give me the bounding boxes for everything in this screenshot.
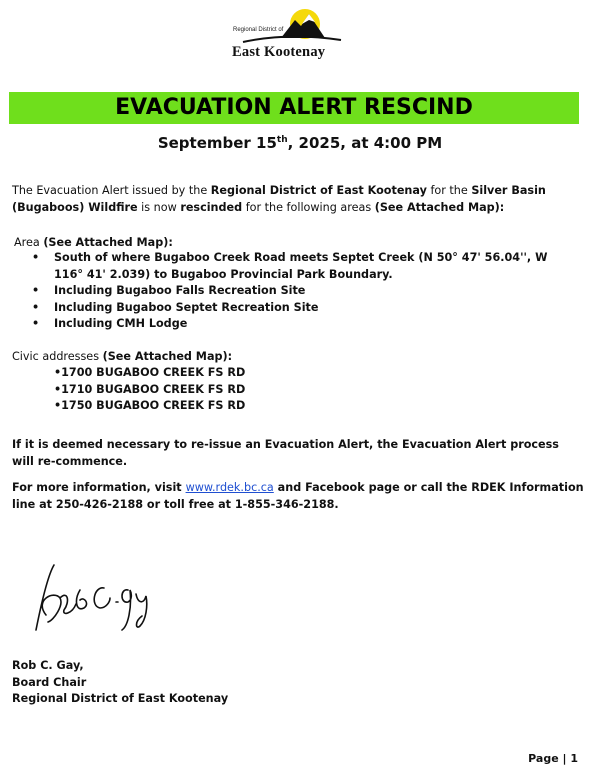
list-item: •1750 BUGABOO CREEK FS RD: [54, 399, 246, 412]
list-item: • Including CMH Lodge: [32, 317, 188, 330]
area-heading: Area (See Attached Map):: [14, 236, 173, 249]
list-item: • South of where Bugaboo Creek Road meets Septet Creek (N 50° 47' 56.04'', W 116° 41' 2.039) to Bugaboo Provincial Park Boundary.: [32, 251, 548, 281]
signer-block: [12, 658, 228, 708]
signer-title: Board Chair: [12, 675, 87, 689]
intro-paragraph: The Evacuation Alert issued by the Regional District of East Kootenay for the Silver Basin (Bugaboos) Wildfire is now rescinded for the following areas (See Attached Map):: [12, 184, 546, 214]
info-paragraph: For more information, visit www.rdek.bc.ca and Facebook page or call the RDEK Information line at 250-426-2188 or toll free at 1-855-346-2188.: [12, 481, 584, 511]
rdek-logo: [229, 4, 349, 62]
date-line: September 15th, 2025, at 4:00 PM: [157, 134, 443, 152]
reissue-paragraph: If it is deemed necessary to re-issue an Evacuation Alert, the Evacuation Alert process will re-commence.: [12, 438, 559, 468]
rdek-website-link[interactable]: www.rdek.bc.ca: [185, 481, 274, 494]
logo-small-text: Regional District of: [233, 27, 284, 33]
list-item: •1710 BUGABOO CREEK FS RD: [54, 382, 246, 396]
list-item: • Including Bugaboo Falls Recreation Site: [32, 284, 306, 297]
civic-list: [54, 365, 245, 415]
list-item: •1700 BUGABOO CREEK FS RD: [54, 366, 246, 379]
signer-org: Regional District of East Kootenay: [12, 692, 229, 705]
page-number: Page | 1: [528, 752, 578, 765]
civic-heading: Civic addresses (See Attached Map):: [12, 350, 233, 363]
alert-banner: EVACUATION ALERT RESCIND: [9, 92, 579, 124]
logo-main-text: East Kootenay: [232, 44, 326, 60]
list-item: • Including Bugaboo Septet Recreation Site: [32, 300, 319, 314]
mountain-sun-icon: [229, 4, 349, 44]
area-list: [12, 250, 578, 333]
signature: [24, 560, 174, 640]
signer-name: Rob C. Gay,: [12, 659, 84, 672]
